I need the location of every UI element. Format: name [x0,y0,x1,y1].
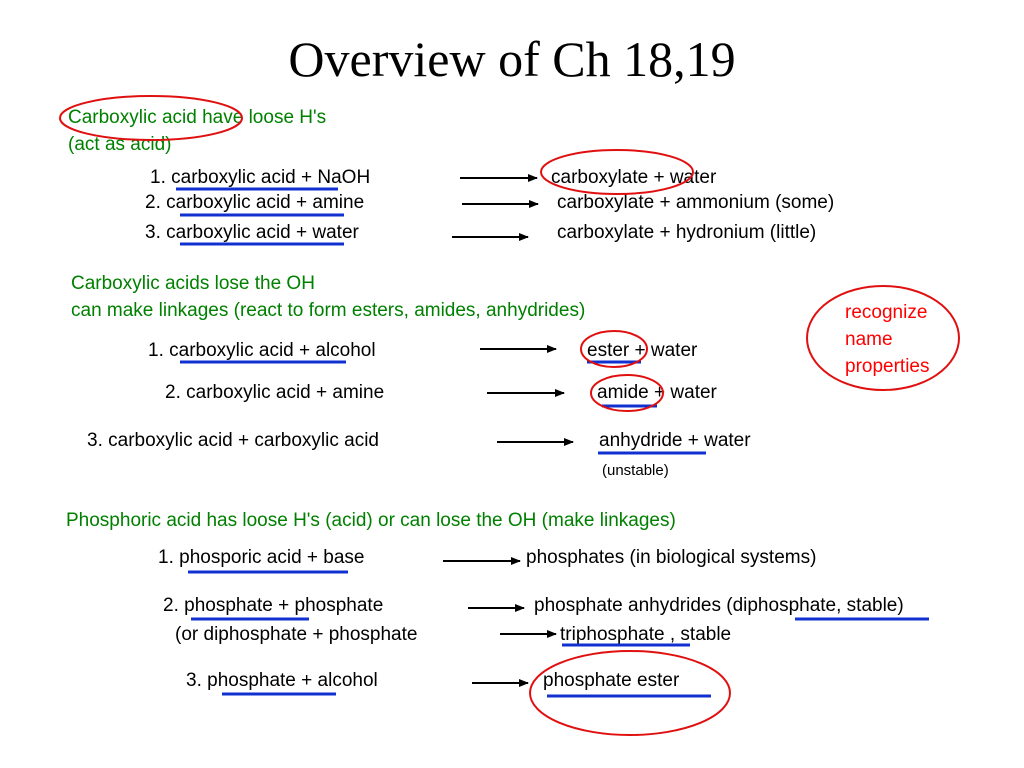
s2-reaction3-note: (unstable) [602,462,669,479]
s2-reaction3-reactants: 3. carboxylic acid + carboxylic acid [87,430,379,451]
s2-reaction2-products: amide + water [597,382,717,403]
recognize-note [845,299,930,380]
s1-reaction2-products: carboxylate + ammonium (some) [557,192,835,213]
properties-line: properties [845,356,930,377]
recognize-line: recognize [845,302,928,323]
s1-reaction3-products: carboxylate + hydronium (little) [557,222,817,243]
section3-heading: Phosphoric acid has loose H's (acid) or can lose the OH (make linkages) [66,510,676,531]
section2-heading-line1: Carboxylic acids lose the OH [71,273,315,294]
s2-reaction1-reactants: 1. carboxylic acid + alcohol [148,340,376,361]
s3-reaction2-products: phosphate anhydrides (diphosphate, stable) [534,595,904,616]
s3-reaction2b-reactants: (or diphosphate + phosphate [175,624,418,645]
name-line: name [845,329,893,350]
s2-reaction3-products: anhydride + water [599,430,751,451]
s3-reaction1-products: phosphates (in biological systems) [526,547,817,568]
s2-reaction1-products: ester + water [587,340,698,361]
s3-reaction3-products: phosphate ester [543,670,680,691]
section1-heading-line2: (act as acid) [68,134,172,155]
s3-reaction2-reactants: 2. phosphate + phosphate [163,595,384,616]
section1-heading-line1: Carboxylic acid have loose H's [68,107,327,128]
s3-reaction1-reactants: 1. phosporic acid + base [158,547,365,568]
s1-reaction1-products: carboxylate + water [551,167,717,188]
s2-reaction2-reactants: 2. carboxylic acid + amine [165,382,385,403]
s3-reaction3-reactants: 3. phosphate + alcohol [186,670,378,691]
section2-heading-line2: can make linkages (react to form esters, amides, anhydrides) [71,300,586,321]
s1-reaction1-reactants: 1. carboxylic acid + NaOH [150,167,371,188]
s1-reaction2-reactants: 2. carboxylic acid + amine [145,192,365,213]
circle-phosphate-ester [530,651,730,735]
s1-reaction3-reactants: 3. carboxylic acid + water [145,222,359,243]
s3-reaction2b-products: triphosphate , stable [560,624,732,645]
slide-title: Overview of Ch 18,19 [288,31,736,87]
